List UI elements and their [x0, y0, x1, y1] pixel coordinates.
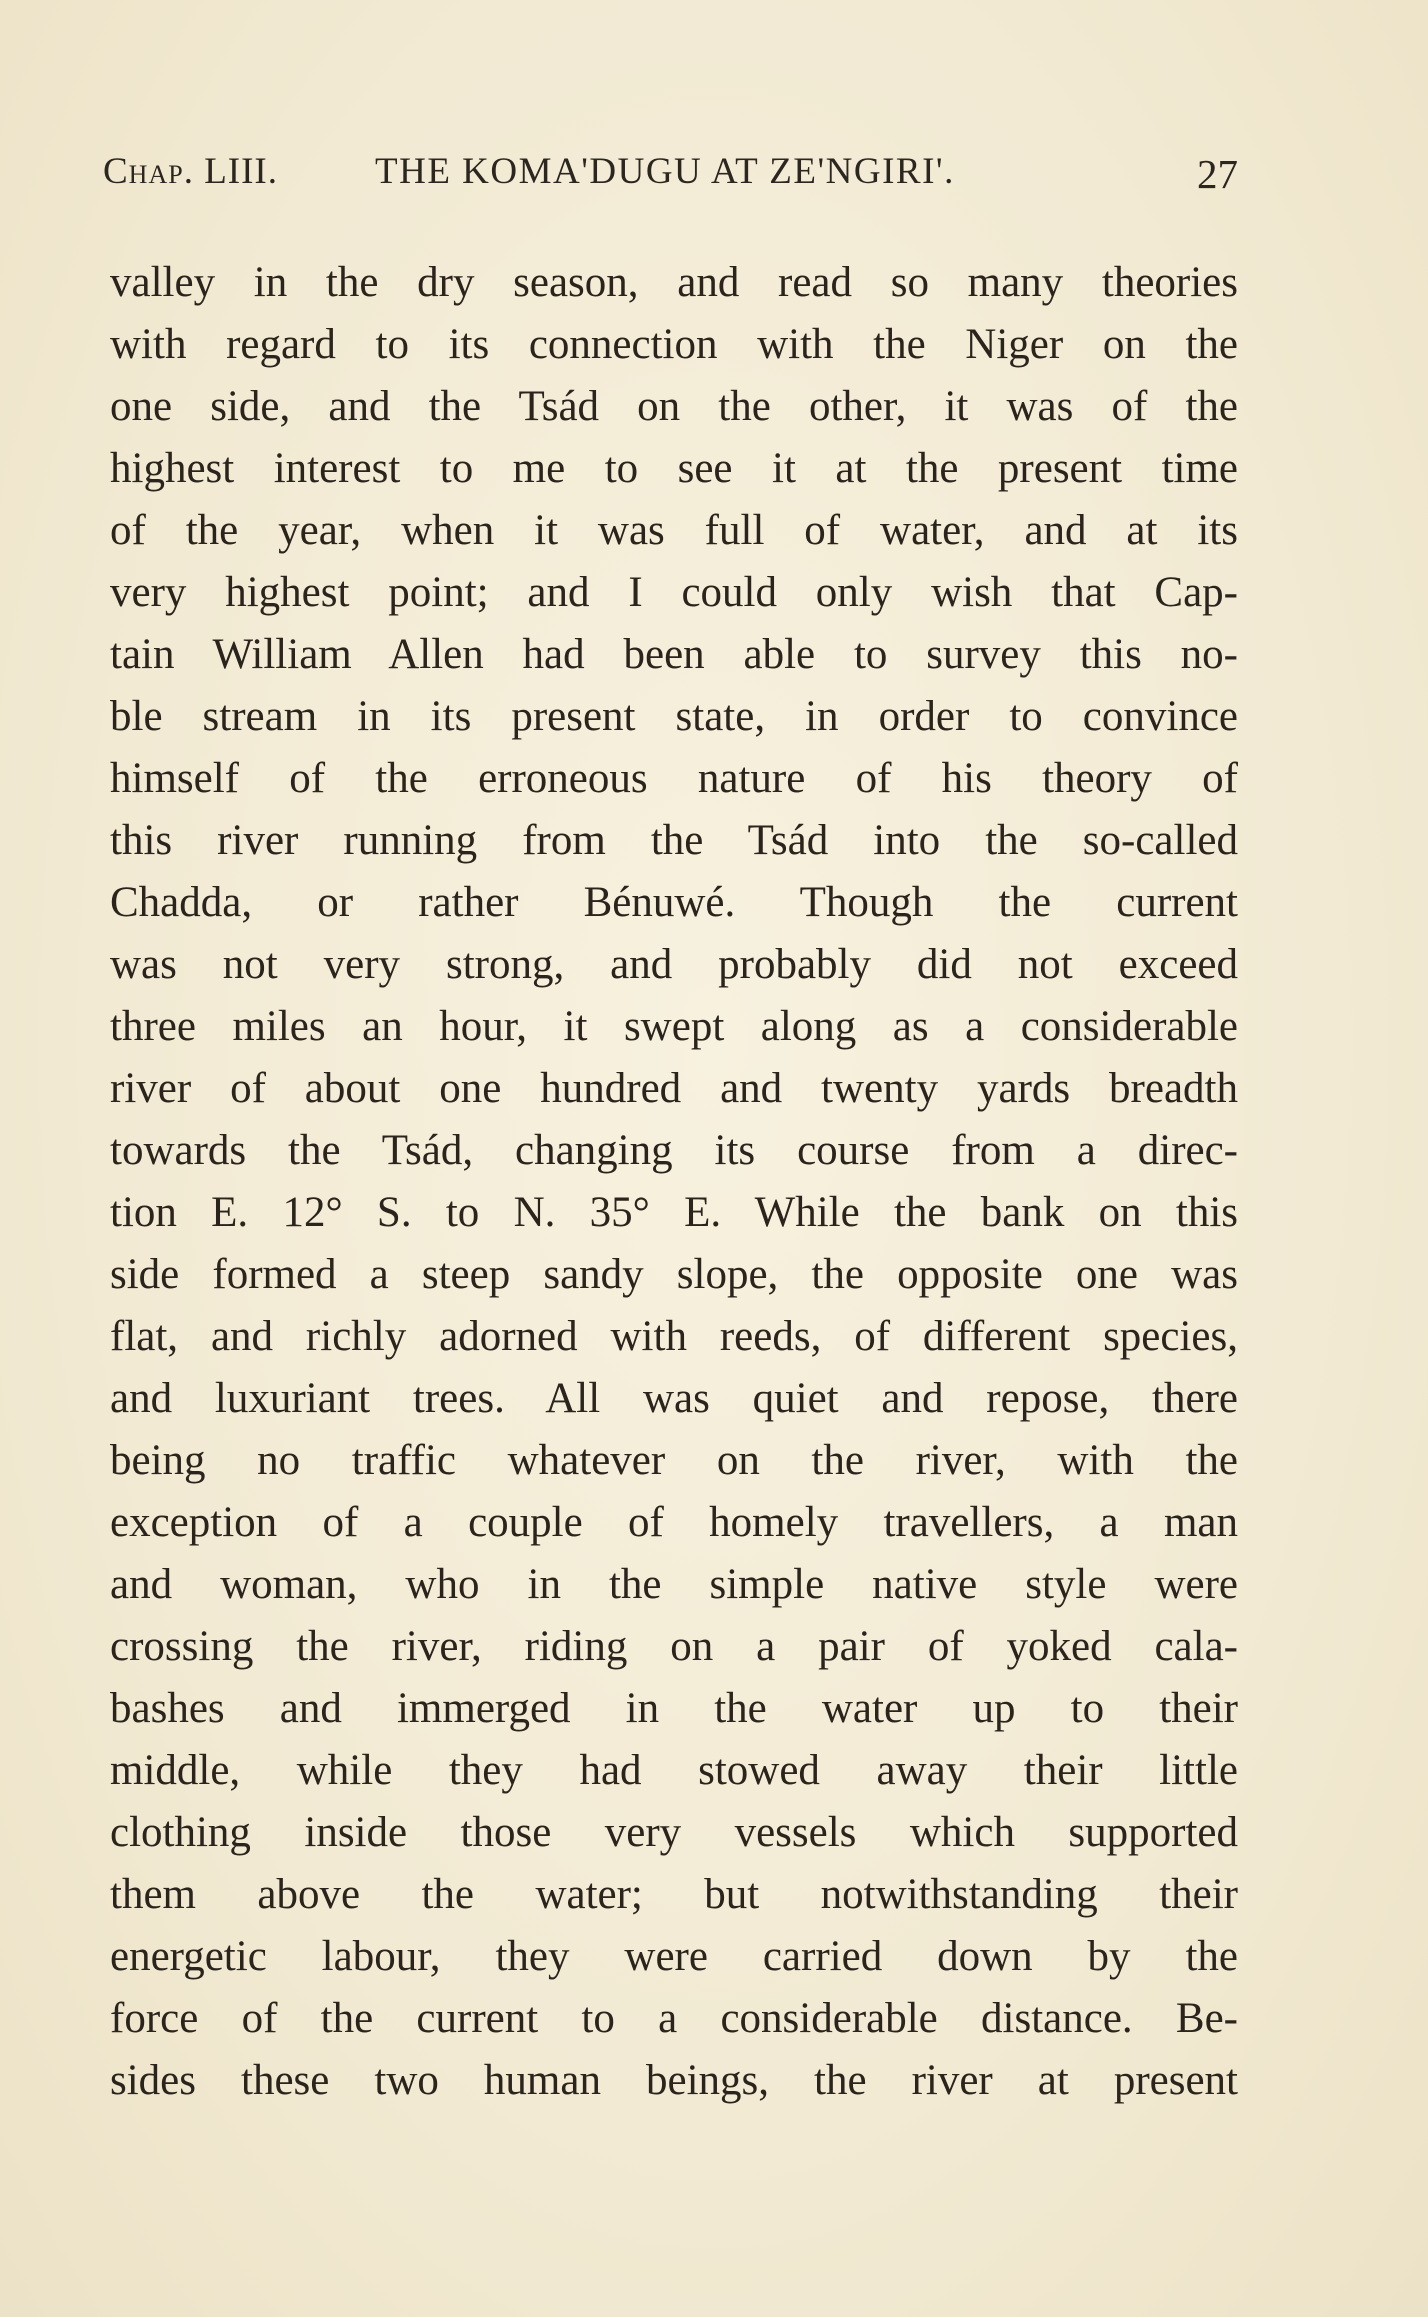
text-line: with regard to its connection with the Niger on the: [110, 321, 1238, 368]
text-line: was not very strong, and probably did not exceed: [110, 941, 1238, 988]
running-head: [103, 150, 1238, 210]
text-line: this river running from the Tsád into the so-called: [110, 817, 1238, 864]
text-line: them above the water; but notwithstanding their: [110, 1871, 1238, 1918]
text-line: tion E. 12° S. to N. 35° E. While the bank on this: [110, 1189, 1238, 1236]
text-line: side formed a steep sandy slope, the opposite one was: [110, 1251, 1238, 1298]
text-line: energetic labour, they were carried down by the: [110, 1933, 1238, 1980]
text-line: clothing inside those very vessels which supported: [110, 1809, 1238, 1856]
text-line: three miles an hour, it swept along as a considerable: [110, 1003, 1238, 1050]
text-line: valley in the dry season, and read so many theories: [110, 259, 1238, 306]
text-line: Chadda, or rather Bénuwé. Though the current: [110, 879, 1238, 926]
body-text: [110, 252, 1238, 2112]
text-line: crossing the river, riding on a pair of yoked cala-: [110, 1623, 1238, 1670]
page-number: 27: [1197, 151, 1238, 197]
text-line: towards the Tsád, changing its course from a direc-: [110, 1127, 1238, 1174]
chapter-label: Chap. LIII.: [103, 151, 279, 192]
text-line: tain William Allen had been able to survey this no-: [110, 631, 1238, 678]
text-line: ble stream in its present state, in order to convince: [110, 693, 1238, 740]
text-line: very highest point; and I could only wish that Cap-: [110, 569, 1238, 616]
text-line: exception of a couple of homely travellers, a man: [110, 1499, 1238, 1546]
text-line: one side, and the Tsád on the other, it was of the: [110, 383, 1238, 430]
text-line: being no traffic whatever on the river, with the: [110, 1437, 1238, 1484]
chapter-title: THE KOMA'DUGU AT ZE'NGIRI'.: [375, 151, 955, 192]
text-line: highest interest to me to see it at the present time: [110, 445, 1238, 492]
text-line: himself of the erroneous nature of his theory of: [110, 755, 1238, 802]
text-line: and luxuriant trees. All was quiet and repose, there: [110, 1375, 1238, 1422]
text-line: force of the current to a considerable distance. Be-: [110, 1995, 1238, 2042]
text-line: sides these two human beings, the river at present: [110, 2057, 1238, 2104]
text-line: river of about one hundred and twenty yards breadth: [110, 1065, 1238, 1112]
text-line: flat, and richly adorned with reeds, of different species,: [110, 1313, 1238, 1360]
text-line: and woman, who in the simple native style were: [110, 1561, 1238, 1608]
text-line: middle, while they had stowed away their little: [110, 1747, 1238, 1794]
text-line: bashes and immerged in the water up to their: [110, 1685, 1238, 1732]
text-line: of the year, when it was full of water, and at its: [110, 507, 1238, 554]
